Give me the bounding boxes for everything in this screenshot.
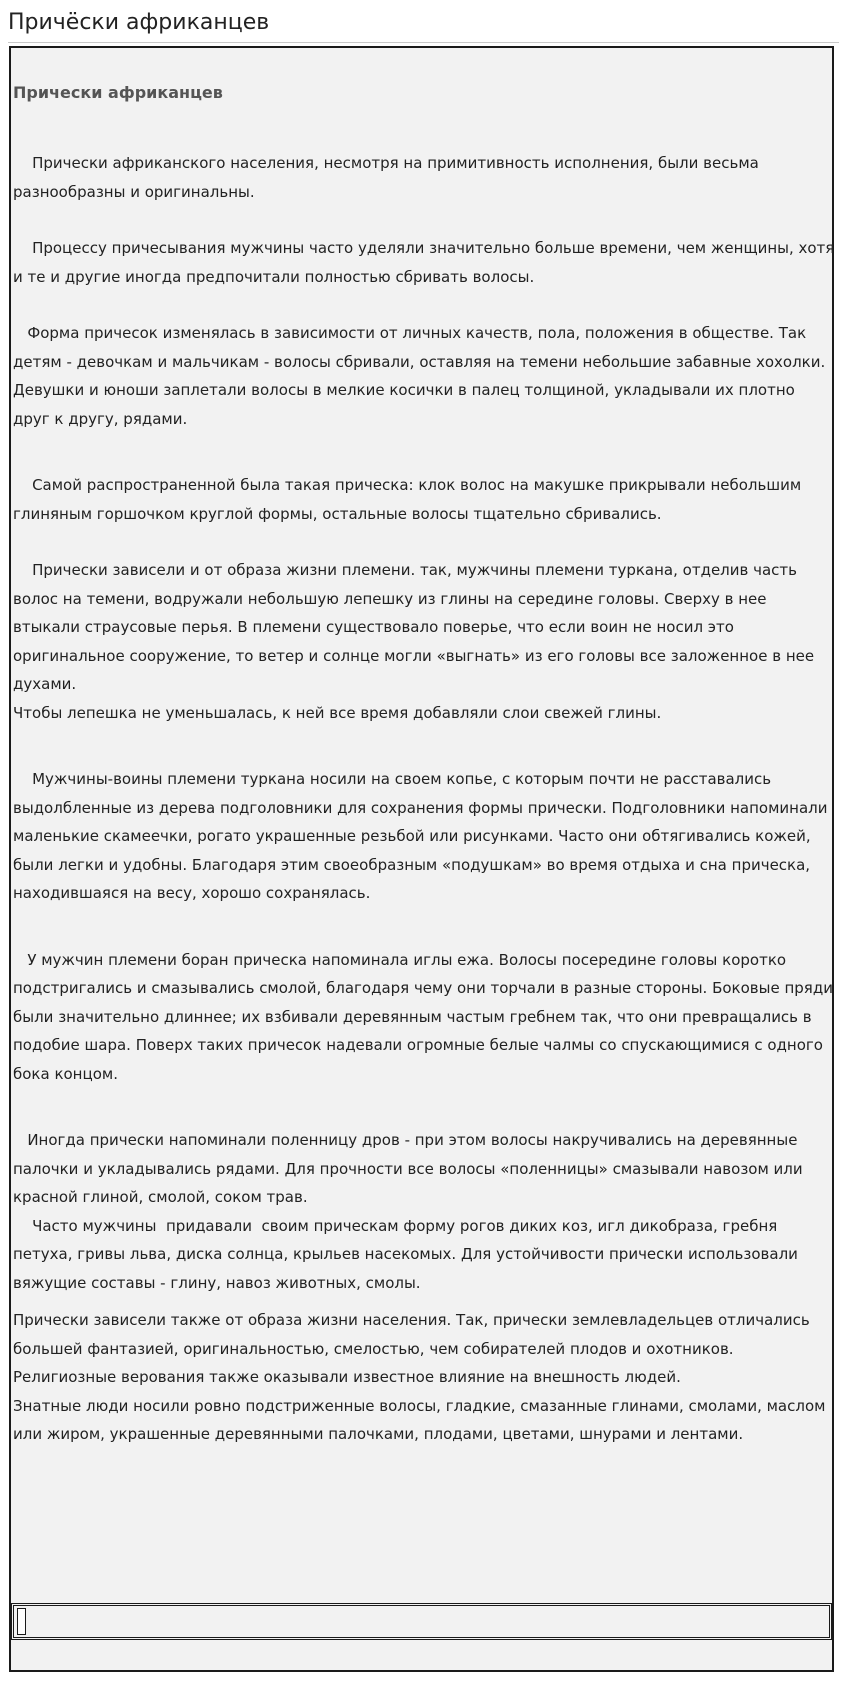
article-paragraph: Мужчины-воины племени туркана носили на своем копье, с которым почти не расставались выдолбленные из дерева подголовники для сохранения формы прически. Подголовники напоминали маленькие скамеечки, рогато украшенные резьбой или рисунками. Часто они обтягивались кожей, были легки и удобны. Благодаря этим своеобразным «подушкам» во время отдыха и сна прическа, находившаяся на весу, хорошо сохранялась. xyxy=(13,770,833,902)
bottom-input-field[interactable] xyxy=(13,1605,830,1638)
title-divider xyxy=(8,42,839,43)
article-paragraph: Прически зависели и от образа жизни племени. так, мужчины племени туркана, отделив часть волос на темени, водружали небольшую лепешку из глины на середине головы. Сверху в нее втыкали страусовые перья. В племени существовало поверье, что если воин не носил это оригинальное сооружение, то ветер и солнце могли «выгнать» из его головы все заложенное в нее духами. Чтобы лепешка не уменьшалась, к ней все время добавляли слои свежей глины. xyxy=(13,561,815,722)
article-paragraph: Самой распространенной была такая прическа: клок волос на макушке прикрывали небольшим глиняным горшочком круглой формы, остальные волосы тщательно сбривались. xyxy=(13,476,806,523)
article-paragraph: Прически зависели также от образа жизни населения. Так, прически землевладельцев отличались большей фантазией, оригинальностью, смелостью, чем собирателей плодов и охотников. Религиозные верования также оказывали известное влияние на внешность людей. Знатные люди носили ровно подстриженные волосы, гладкие, смазанные глинами, смолами, маслом или жиром, украшенные деревянными палочками, плодами, цветами, шнурами и лентами. xyxy=(13,1311,826,1443)
article-body xyxy=(13,149,840,1449)
article-paragraph: Процессу причесывания мужчины часто уделяли значительно больше времени, чем женщины, хотя и те и другие иногда предпочитали полностью сбривать волосы. xyxy=(13,239,840,286)
field-handle[interactable] xyxy=(17,1608,26,1635)
article-paragraph: Иногда прически напоминали поленницу дров - при этом волосы накручивались на деревянные палочки и укладывались рядами. Для прочности все волосы «поленницы» смазывали навозом или красной глиной, смолой, соком трав. Часто мужчины придавали своим прическам форму рогов диких коз, игл дикобраза, гребня петуха, гривы льва, диска солнца, крыльев насекомых. Для устойчивости прически использовали вяжущие составы - глину, навоз животных, смолы. xyxy=(13,1131,803,1292)
article-heading: Прически африканцев xyxy=(13,83,223,102)
article-paragraph: У мужчин племени боран прическа напоминала иглы ежа. Волосы посередине головы коротко подстригались и смазывались смолой, благодаря чему они торчали в разные стороны. Боковые пряди были значительно длиннее; их взбивали деревянным частым гребнем так, что они превращались в подобие шара. Поверх таких причесок надевали огромные белые чалмы со спускающимися с одного бока концом. xyxy=(13,950,838,1083)
article-paragraph: Прически африканского населения, несмотря на примитивность исполнения, были весьма разнообразны и оригинальны. xyxy=(13,154,764,201)
article-container xyxy=(9,46,840,1672)
page-title: Причёски африканцев xyxy=(8,10,270,35)
article-paragraph: Форма причесок изменялась в зависимости от личных качеств, пола, положения в обществе. Так детям - девочкам и мальчикам - волосы сбривали, оставляя на темени небольшие забавные хохолки. Девушки и юноши заплетали волосы в мелкие косички в палец толщиной, укладывали их плотно друг к другу, рядами. xyxy=(13,324,831,428)
